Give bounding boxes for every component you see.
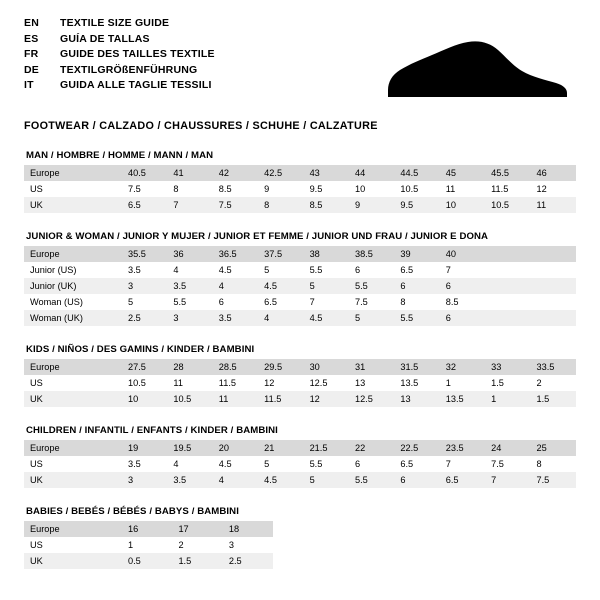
cell: 8.5 [213, 181, 258, 197]
row-label: UK [24, 553, 122, 569]
cell: 6 [213, 294, 258, 310]
cell: 1.5 [172, 553, 222, 569]
cell: 2.5 [223, 553, 273, 569]
cell: 25 [531, 440, 576, 456]
table-row [24, 375, 576, 391]
cell: 3 [122, 472, 167, 488]
cell: 13.5 [394, 375, 439, 391]
table-row [24, 359, 576, 375]
cell: 3.5 [122, 262, 167, 278]
cell: 41 [167, 165, 212, 181]
cell: 29.5 [258, 359, 303, 375]
cell: 10.5 [485, 197, 530, 213]
cell: 5 [258, 262, 303, 278]
table-row [24, 553, 576, 569]
cell: 8 [258, 197, 303, 213]
cell: 22 [349, 440, 394, 456]
cell: 5.5 [304, 262, 349, 278]
section-babies [24, 506, 576, 569]
cell: 18 [223, 521, 273, 537]
cell: 20 [213, 440, 258, 456]
cell: 19.5 [167, 440, 212, 456]
language-title: GUIDA ALLE TAGLIE TESSILI [60, 79, 212, 91]
cell [273, 553, 323, 569]
cell: 35.5 [122, 246, 167, 262]
cell [531, 310, 576, 326]
table-row [24, 521, 576, 537]
cell: 44 [349, 165, 394, 181]
size-table-children [24, 440, 576, 488]
cell: 9.5 [304, 181, 349, 197]
cell: 6.5 [394, 456, 439, 472]
row-label: US [24, 456, 122, 472]
cell: 5 [304, 278, 349, 294]
table-row [24, 294, 576, 310]
cell: 7 [440, 456, 485, 472]
cell [425, 521, 475, 537]
cell: 6 [394, 472, 439, 488]
cell [324, 521, 374, 537]
cell: 8 [167, 181, 212, 197]
cell: 45 [440, 165, 485, 181]
cell: 11.5 [258, 391, 303, 407]
language-title: TEXTILGRÖßENFÜHRUNG [60, 63, 198, 76]
language-title: GUÍA DE TALLAS [60, 32, 150, 45]
cell [526, 537, 577, 553]
row-label: Junior (US) [24, 262, 122, 278]
cell: 5.5 [304, 456, 349, 472]
row-label: US [24, 375, 122, 391]
table-row [24, 165, 576, 181]
table-row [24, 310, 576, 326]
cell: 44.5 [394, 165, 439, 181]
cell: 2 [531, 375, 576, 391]
cell: 11.5 [213, 375, 258, 391]
cell: 8.5 [304, 197, 349, 213]
cell: 24 [485, 440, 530, 456]
cell: 7.5 [349, 294, 394, 310]
language-code: IT [24, 79, 34, 91]
cell: 10 [122, 391, 167, 407]
cell [475, 537, 525, 553]
cell: 4 [258, 310, 303, 326]
row-label: UK [24, 472, 122, 488]
cell: 13 [349, 375, 394, 391]
cell: 12.5 [304, 375, 349, 391]
cell: 1 [440, 375, 485, 391]
cell: 9.5 [394, 197, 439, 213]
cell: 4 [213, 278, 258, 294]
cell: 10.5 [122, 375, 167, 391]
language-code: FR [24, 48, 39, 60]
cell: 3 [122, 278, 167, 294]
cell [485, 246, 530, 262]
cell: 28 [167, 359, 212, 375]
cell [485, 278, 530, 294]
cell: 5.5 [349, 472, 394, 488]
cell: 3.5 [213, 310, 258, 326]
cell: 6 [440, 310, 485, 326]
table-row [24, 537, 576, 553]
dress-shoe-icon [380, 32, 570, 108]
table-row [24, 440, 576, 456]
cell: 3.5 [167, 278, 212, 294]
cell: 8 [394, 294, 439, 310]
section-man [24, 150, 576, 213]
cell [425, 553, 475, 569]
cell: 3.5 [122, 456, 167, 472]
cell: 46 [531, 165, 576, 181]
language-row [24, 16, 576, 32]
cell: 2.5 [122, 310, 167, 326]
cell: 5 [258, 456, 303, 472]
cell: 0.5 [122, 553, 172, 569]
section-kids [24, 344, 576, 407]
cell: 3.5 [167, 472, 212, 488]
cell: 5.5 [167, 294, 212, 310]
cell: 12 [531, 181, 576, 197]
row-label: Woman (US) [24, 294, 122, 310]
language-code: DE [24, 63, 39, 76]
language-title: TEXTILE SIZE GUIDE [60, 17, 170, 29]
cell: 4 [213, 472, 258, 488]
cell [374, 537, 424, 553]
size-table-babies [24, 521, 576, 569]
cell [374, 521, 424, 537]
row-label: Europe [24, 165, 122, 181]
cell: 33.5 [531, 359, 576, 375]
section-children [24, 425, 576, 488]
cell: 23.5 [440, 440, 485, 456]
cell: 4.5 [213, 262, 258, 278]
cell: 7 [440, 262, 485, 278]
table-row [24, 278, 576, 294]
cell: 12.5 [349, 391, 394, 407]
cell: 30 [304, 359, 349, 375]
cell: 7 [485, 472, 530, 488]
cell: 17 [172, 521, 222, 537]
table-row [24, 262, 576, 278]
row-label: Europe [24, 521, 122, 537]
cell: 5 [304, 472, 349, 488]
cell: 4.5 [258, 472, 303, 488]
section-title: BABIES / BEBÉS / BÉBÉS / BABYS / BAMBINI [26, 506, 239, 517]
cell [425, 537, 475, 553]
cell [273, 521, 323, 537]
cell: 5 [349, 310, 394, 326]
cell: 10.5 [394, 181, 439, 197]
cell: 5.5 [394, 310, 439, 326]
row-label: Junior (UK) [24, 278, 122, 294]
cell: 1.5 [485, 375, 530, 391]
section-title: CHILDREN / INFANTIL / ENFANTS / KINDER / BAMBINI [26, 425, 278, 436]
row-label: Europe [24, 359, 122, 375]
cell: 13 [394, 391, 439, 407]
cell [531, 262, 576, 278]
row-label: US [24, 537, 122, 553]
cell: 4.5 [213, 456, 258, 472]
cell: 28.5 [213, 359, 258, 375]
cell: 13.5 [440, 391, 485, 407]
size-table-man [24, 165, 576, 213]
cell: 12 [258, 375, 303, 391]
cell [475, 553, 525, 569]
cell: 10 [349, 181, 394, 197]
cell: 45.5 [485, 165, 530, 181]
cell: 7 [304, 294, 349, 310]
cell: 33 [485, 359, 530, 375]
language-code: ES [24, 32, 39, 45]
row-label: UK [24, 197, 122, 213]
cell: 32 [440, 359, 485, 375]
cell: 11 [531, 197, 576, 213]
row-label: Europe [24, 440, 122, 456]
section-title: MAN / HOMBRE / HOMME / MANN / MAN [26, 150, 214, 161]
table-row [24, 391, 576, 407]
section-junior-woman [24, 231, 576, 326]
row-label: UK [24, 391, 122, 407]
cell: 16 [122, 521, 172, 537]
size-table-junior-woman [24, 246, 576, 326]
cell: 6.5 [440, 472, 485, 488]
cell: 2 [172, 537, 222, 553]
cell [374, 553, 424, 569]
cell: 31.5 [394, 359, 439, 375]
cell: 6 [349, 456, 394, 472]
cell: 9 [349, 197, 394, 213]
table-row [24, 181, 576, 197]
cell [324, 553, 374, 569]
cell: 42 [213, 165, 258, 181]
cell: 21.5 [304, 440, 349, 456]
section-title: JUNIOR & WOMAN / JUNIOR Y MUJER / JUNIOR ET FEMME / JUNIOR UND FRAU / JUNIOR E DONA [26, 231, 489, 242]
cell [531, 278, 576, 294]
cell [526, 553, 577, 569]
cell: 4 [167, 456, 212, 472]
table-row [24, 456, 576, 472]
cell: 8 [531, 456, 576, 472]
row-label: US [24, 181, 122, 197]
cell: 11 [167, 375, 212, 391]
cell [531, 294, 576, 310]
cell: 40.5 [122, 165, 167, 181]
cell: 12 [304, 391, 349, 407]
cell: 7.5 [213, 197, 258, 213]
cell: 6.5 [258, 294, 303, 310]
cell: 36.5 [213, 246, 258, 262]
cell: 1 [485, 391, 530, 407]
row-label: Europe [24, 246, 122, 262]
cell [485, 294, 530, 310]
table-row [24, 246, 576, 262]
cell: 8.5 [440, 294, 485, 310]
cell: 5.5 [349, 278, 394, 294]
cell: 3 [167, 310, 212, 326]
cell: 31 [349, 359, 394, 375]
cell: 42.5 [258, 165, 303, 181]
cell: 4 [167, 262, 212, 278]
cell: 7.5 [531, 472, 576, 488]
cell: 6 [394, 278, 439, 294]
cell: 38.5 [349, 246, 394, 262]
cell [485, 262, 530, 278]
language-title: GUIDE DES TAILLES TEXTILE [60, 48, 215, 60]
language-code: EN [24, 17, 39, 29]
cell: 38 [304, 246, 349, 262]
cell [485, 310, 530, 326]
cell: 6.5 [122, 197, 167, 213]
cell: 40 [440, 246, 485, 262]
cell: 6 [440, 278, 485, 294]
cell: 9 [258, 181, 303, 197]
cell: 19 [122, 440, 167, 456]
cell: 10.5 [167, 391, 212, 407]
cell: 21 [258, 440, 303, 456]
cell: 1.5 [531, 391, 576, 407]
cell [475, 521, 525, 537]
cell: 4.5 [258, 278, 303, 294]
cell: 22.5 [394, 440, 439, 456]
cell: 36 [167, 246, 212, 262]
cell: 6.5 [394, 262, 439, 278]
table-row [24, 472, 576, 488]
cell: 7.5 [122, 181, 167, 197]
page-title: FOOTWEAR / CALZADO / CHAUSSURES / SCHUHE / CALZATURE [24, 120, 378, 132]
cell: 11.5 [485, 181, 530, 197]
document-header [24, 16, 576, 112]
cell: 7 [167, 197, 212, 213]
cell: 3 [223, 537, 273, 553]
cell: 6 [349, 262, 394, 278]
row-label: Woman (UK) [24, 310, 122, 326]
cell: 7.5 [485, 456, 530, 472]
cell [324, 537, 374, 553]
cell: 39 [394, 246, 439, 262]
cell: 27.5 [122, 359, 167, 375]
table-row [24, 197, 576, 213]
cell: 37.5 [258, 246, 303, 262]
section-title: KIDS / NIÑOS / DES GAMINS / KINDER / BAMBINI [26, 344, 255, 355]
cell: 1 [122, 537, 172, 553]
cell: 4.5 [304, 310, 349, 326]
cell: 5 [122, 294, 167, 310]
size-table-kids [24, 359, 576, 407]
cell [526, 521, 577, 537]
cell: 11 [213, 391, 258, 407]
cell [531, 246, 576, 262]
cell: 43 [304, 165, 349, 181]
cell: 10 [440, 197, 485, 213]
cell: 11 [440, 181, 485, 197]
cell [273, 537, 323, 553]
